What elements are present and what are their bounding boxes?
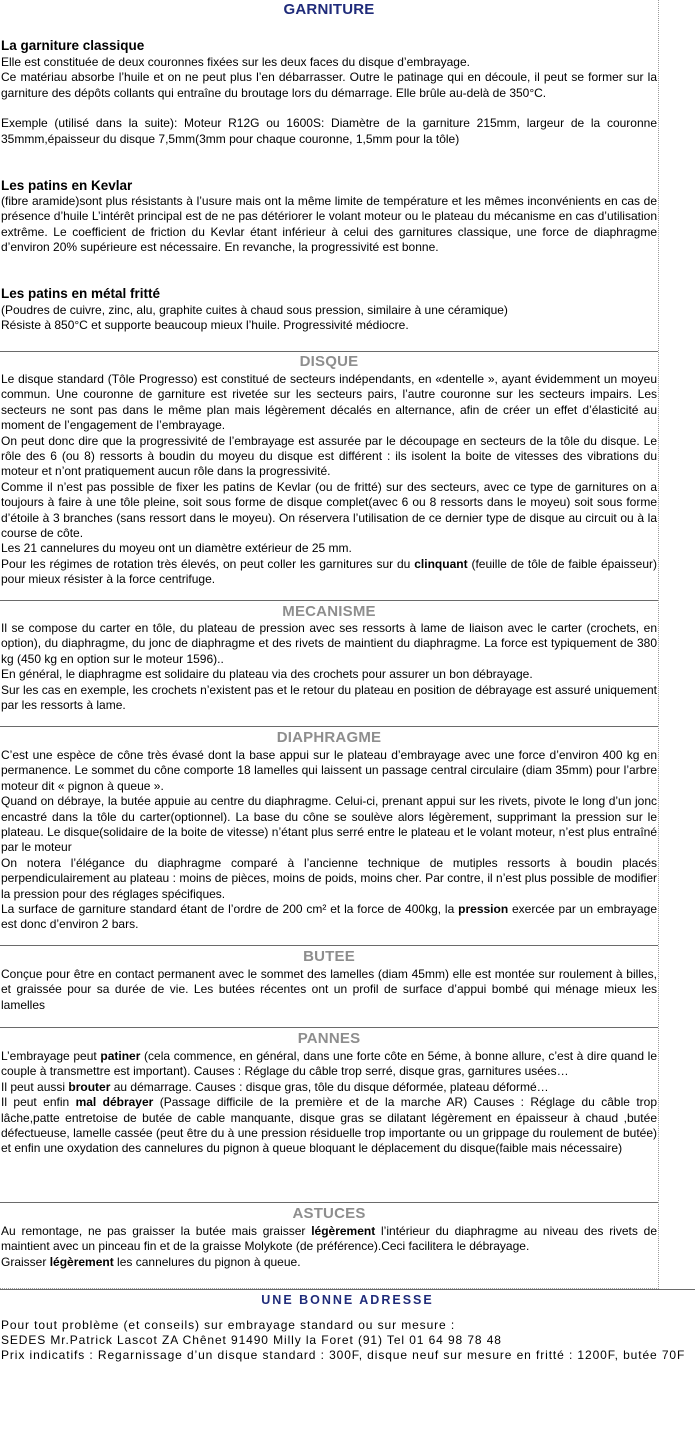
text-line: Résiste à 850°C et supporte beaucoup mieux l’huile. Progressivité médiocre.	[1, 318, 409, 333]
text-line: Pour tout problème (et conseils) sur embrayage standard ou sur mesure :	[1, 1318, 456, 1332]
paragraph-butee	[1, 967, 657, 1013]
text-run: Pour les régimes de rotation très élevés, on peut coller les garnitures sur du	[1, 556, 415, 571]
text-line	[1, 557, 657, 588]
text-bold: légèrement	[311, 1224, 376, 1238]
text-bold: brouter	[68, 1079, 111, 1094]
text-line: Sur les cas en exemple, les crochets n’existent pas et le retour du plateau en position de débrayage est assuré uniquement par les ressorts à lame.	[1, 682, 657, 713]
text-line: Exemple (utilisé dans la suite): Moteur R12G ou 1600S: Diamètre de la garniture 215mm, largeur de la couronne 35mmm,épaisseur du disque 7,5mm(3mm pour chaque couronne, 1,5mm pour la tôle)	[1, 116, 657, 146]
section-title-butee: BUTEE	[303, 948, 355, 965]
text-line: En général, le diaphragme est solidaire du plateau via des crochets pour assurer un bon débrayage.	[1, 667, 533, 682]
text-line: (fibre aramide)sont plus résistants à l’usure mais ont la même limite de température et les mêmes inconvénients en cas de présence d’huile L’intérêt principal est de ne pas détériorer le volant moteur ou le plateau du mécanisme en cas d’utilisation extrême. Le coefficient de friction du Kevlar étant inférieur à celui des garnitures classique, une force de diaphragme d’environ 20% supérieure est nécessaire. En revanche, la progressivité est bonne.	[1, 194, 657, 255]
text-line	[1, 902, 657, 933]
text-bold: mal débrayer	[75, 1095, 154, 1110]
section-title-garniture: GARNITURE	[283, 1, 375, 18]
paragraph-patins-kevlar	[1, 194, 657, 256]
text-line	[1, 1224, 657, 1255]
section-title-pannes: PANNES	[297, 1030, 361, 1047]
text-run: L’embrayage peut	[1, 1049, 101, 1063]
paragraph-diaphragme	[1, 748, 657, 933]
text-run: exercée par un embrayage est donc d’environ 2 bars.	[1, 902, 657, 932]
text-line: SEDES Mr.Patrick Lascot ZA Chênet 91490 Milly la Foret (91) Tel 01 64 98 78 48	[1, 1333, 502, 1348]
section-divider	[0, 726, 658, 727]
text-run: l’intérieur du diaphragme au niveau des rivets de maintient avec un pinceau fin et de la graisse Molykote (de préférence).Ceci facilitera le débrayage.	[1, 1224, 657, 1254]
paragraph-mecanisme	[1, 621, 657, 713]
section-divider	[0, 1289, 695, 1290]
text-run: (cela commence, en général, dans une forte côte en 5éme, à bonne allure, c’est à dire quand le couple à transmettre est important). Causes : Réglage du câble trop serré, disque gras, garnitures usées…	[1, 1049, 657, 1079]
section-title-diaphragme: DIAPHRAGME	[276, 729, 382, 746]
section-divider	[0, 600, 658, 601]
text-line: Les 21 cannelures du moyeu ont un diamètre extérieur de 25 mm.	[1, 541, 352, 556]
text-run: Il peut enfin	[1, 1095, 76, 1110]
text-line: Conçue pour être en contact permanent avec le sommet des lamelles (diam 45mm) elle est montée sur roulement à billes, et graissée pour sa durée de vie. Les butées récentes ont un profil de surface d’appui bombé qui ménage mieux les lamelles	[1, 967, 657, 1012]
text-line: Comme il n’est pas possible de fixer les patins de Kevlar (ou de fritté) sur des secteurs, avec ce type de garnitures on a toujours à faire à une tôle pleine, soit sous forme de disque complet(avec 6 ou 8 ressorts dans le moyeu) soit sous forme d’étoile à 3 branches (sans ressort dans le moyeu). On réservera l’utilisation de ce dernier type de disque au circuit ou à la course de côte.	[1, 479, 657, 541]
paragraph-pannes	[1, 1049, 657, 1157]
text-run: (Passage difficile de la première et de la marche AR) Causes : Réglage du câble trop lâche,patte entretoise de butée de cable manquante, disque gras se dilatant légèrement en épaisseur à chaud ,butée défectueuse, lamelle cassée (peut être du à une pression résiduelle trop importante ou un grippage du roulement de butée) et enfin une oxydation des cannelures du pignon à queue bloquant le déplacement du disque(faible mais nécessaire)	[1, 1095, 657, 1156]
heading-garniture-classique: La garniture classique	[1, 38, 145, 53]
text-line: C’est une espèce de cône très évasé dont la base appui sur le plateau d’embrayage avec une force d’environ 400 kg en permanence. Le sommet du cône comporte 18 lamelles qui laissent un passage central circulaire (diam 35mm) pour l’arbre moteur dit « pignon à queue ».	[1, 748, 657, 793]
text-line: Il se compose du carter en tôle, du plateau de pression avec ses ressorts à lame de liaison avec le carter (crochets, en option), du diaphragme, du jonc de diaphragme et des rivets de maintient du diaphragme. La force est typiquement de 380 kg (450 kg en option sur le moteur 1596)..	[1, 621, 657, 666]
text-run: (feuille de tôle de faible épaisseur) pour mieux résister à la force centrifuge.	[1, 556, 657, 587]
text-bold: pression	[458, 902, 509, 917]
section-title-astuces: ASTUCES	[292, 1205, 366, 1222]
text-run: les cannelures du pignon à queue.	[113, 1254, 301, 1269]
text-line	[1, 1049, 657, 1080]
text-line: Prix indicatifs : Regarnissage d’un disque standard : 300F, disque neuf sur mesure en fritté : 1200F, butée 70F	[1, 1348, 686, 1363]
text-run: La surface de garniture standard étant de l’ordre de 200 cm² et la force de 400kg, la	[1, 902, 459, 917]
section-divider	[0, 351, 658, 352]
text-run: Il peut aussi	[1, 1079, 69, 1094]
text-bold: clinquant	[414, 556, 468, 571]
section-divider	[0, 945, 658, 946]
text-line	[1, 1080, 657, 1095]
paragraph-patins-fritte	[1, 303, 657, 334]
text-line: Le disque standard (Tôle Progresso) est constitué de secteurs indépendants, en «dentelle », ayant évidemment un moyeu commun. Une couronne de garniture est rivetée sur les secteurs pairs, l’autre couronne sur les secteurs impairs. Les secteurs ne sont pas dans le même plan mais légèrement décalés en alternance, afin de créer un effet d’élasticité au moment de l’engagement de l’embrayage.	[1, 372, 657, 433]
section-title-adresse: UNE BONNE ADRESSE	[261, 1293, 434, 1307]
text-run: Au remontage, ne pas graisser la butée mais graisser	[1, 1224, 312, 1238]
paragraph-adresse	[1, 1318, 693, 1364]
paragraph-disque	[1, 372, 657, 588]
text-bold: patiner	[100, 1049, 141, 1063]
paragraph-astuces	[1, 1224, 657, 1270]
text-line: On notera l’élégance du diaphragme comparé à l’ancienne technique de mutiples ressorts à boudin placés perpendiculairement au plateau : moins de pièces, moins de poids, moins cher. Par contre, il n’est plus possible de modifier la pression pour des réglages spécifiques.	[1, 855, 657, 901]
text-run: Graisser	[1, 1254, 50, 1269]
text-line: Ce matériau absorbe l’huile et on ne peut plus l’en débarrasser. Outre le patinage qui en découle, il peut se former sur la garniture des dépôts collants qui entraîne du broutage lors du démarrage. Elle brûle au-delà de 350°C.	[1, 70, 657, 100]
text-line: On peut donc dire que la progressivité de l’embrayage est assurée par le découpage en secteurs de la tôle du disque. Le rôle des 6 (ou 8) ressorts à boudin du moyeu du disque est différent : ils isolent la boite de vitesses des vibrations du moteur et n’ont pratiquement aucun rôle dans la progressivité.	[1, 433, 657, 479]
paragraph-garniture-classique	[1, 55, 657, 147]
text-line: Elle est constituée de deux couronnes fixées sur les deux faces du disque d’embrayage.	[1, 55, 470, 69]
section-divider	[0, 1202, 658, 1203]
text-run: au démarrage. Causes : disque gras, tôle du disque déformée, plateau déformé…	[110, 1079, 549, 1094]
text-line: Quand on débraye, la butée appuie au centre du diaphragme. Celui-ci, prenant appui sur les rivets, pivote le long d’un jonc encastré dans la tôle du carter(optionnel). La base du cône se soulève alors légèrement, supprimant la pression sur le plateau. Le disque(solidaire de la boite de vitesse) n’étant plus serré entre le plateau et le volant moteur, n’est plus entraîné par le moteur	[1, 794, 657, 855]
section-title-disque: DISQUE	[299, 353, 359, 370]
text-bold: légèrement	[49, 1254, 114, 1269]
text-line	[1, 1095, 657, 1157]
heading-patins-kevlar: Les patins en Kevlar	[1, 178, 133, 193]
heading-patins-fritte: Les patins en métal fritté	[1, 286, 161, 301]
section-divider	[0, 1027, 658, 1028]
section-title-mecanisme: MECANISME	[282, 603, 376, 620]
text-line	[1, 1255, 657, 1270]
text-line: (Poudres de cuivre, zinc, alu, graphite cuites à chaud sous pression, similaire à une céramique)	[1, 303, 508, 317]
